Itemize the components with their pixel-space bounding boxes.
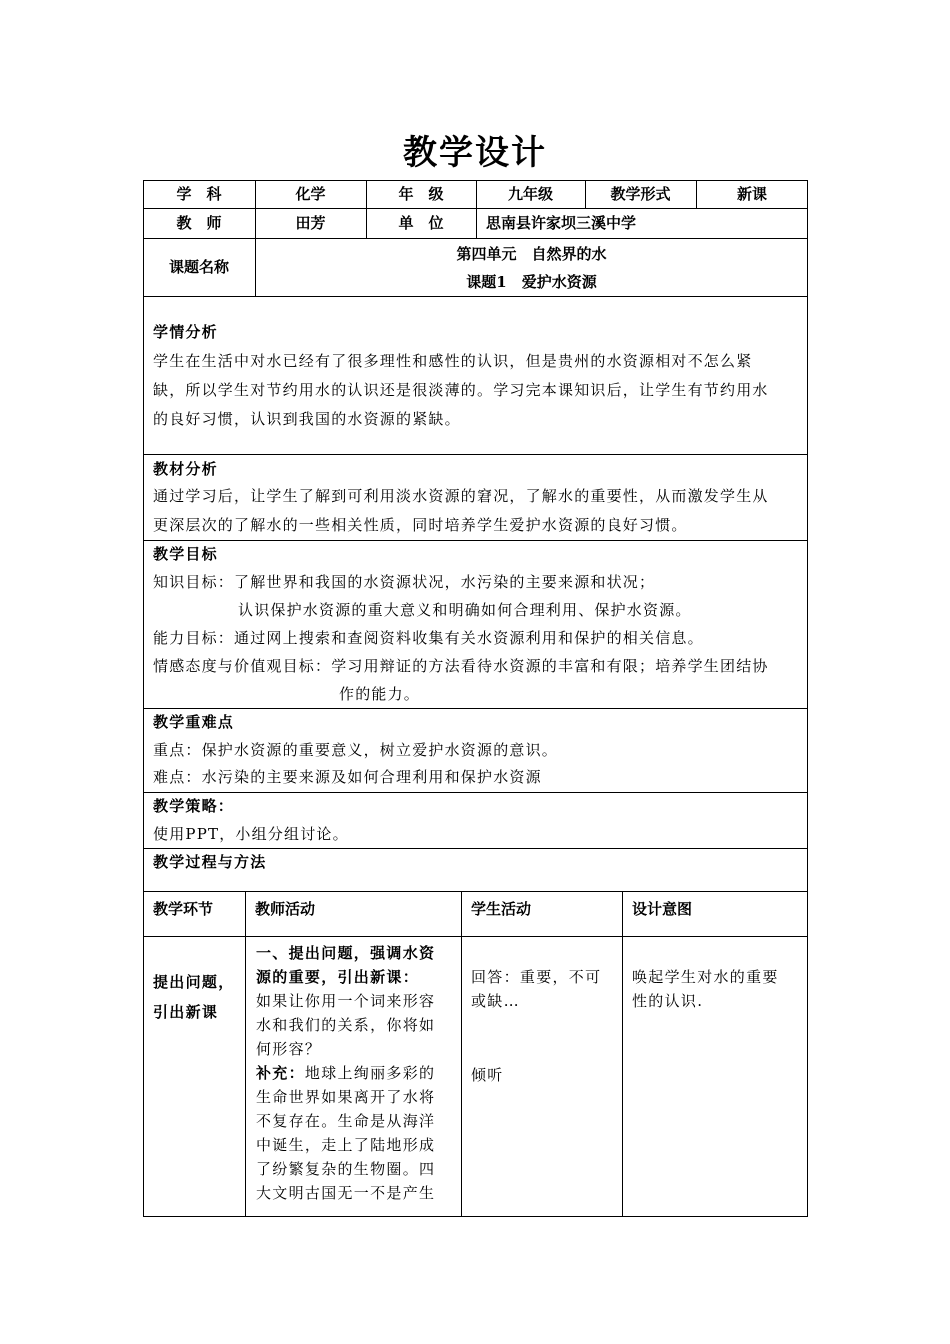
supplement-line: 中诞生，走上了陆地形成 bbox=[256, 1136, 436, 1154]
unit-label: 单 位 bbox=[398, 214, 444, 232]
material-analysis-heading: 教材分析 bbox=[153, 460, 218, 478]
grade-value: 九年级 bbox=[507, 185, 553, 203]
supplement-line: 地球上绚丽多彩的 bbox=[304, 1064, 436, 1082]
design-intent-line: 性的认识. bbox=[632, 992, 704, 1010]
topic-line-1: 第四单元 自然界的水 bbox=[456, 245, 607, 263]
teacher-activity-cell bbox=[256, 941, 435, 1205]
stage-line: 提出问题， bbox=[153, 973, 235, 991]
design-intent-cell bbox=[632, 965, 779, 1013]
goals-heading: 教学目标 bbox=[153, 545, 218, 563]
material-analysis-line: 通过学习后，让学生了解到可利用淡水资源的窘况，了解水的重要性，从而激发学生从 bbox=[153, 487, 769, 505]
strategy-heading: 教学策略： bbox=[153, 797, 235, 815]
student-analysis-line: 缺，所以学生对节约用水的认识还是很淡薄的。学习完本课知识后，让学生有节约用水 bbox=[153, 381, 769, 399]
page-title: 教学设计 bbox=[403, 133, 547, 173]
supplement-line: 大文明古国无一不是产生 bbox=[256, 1184, 436, 1202]
stage-cell bbox=[153, 967, 235, 1027]
material-analysis-line: 更深层次的了解水的一些相关性质，同时培养学生爱护水资源的良好习惯。 bbox=[153, 516, 688, 534]
form-value: 新课 bbox=[736, 185, 767, 203]
key-point-line: 重点：保护水资源的重要意义，树立爱护水资源的意识。 bbox=[153, 741, 559, 759]
col-header-stage: 教学环节 bbox=[153, 900, 214, 918]
subject-label: 学 科 bbox=[176, 185, 222, 203]
supplement-line: 生命世界如果离开了水将 bbox=[256, 1088, 436, 1106]
topic-line-2: 课题1 爱护水资源 bbox=[466, 273, 597, 291]
student-activity-line: 或缺… bbox=[471, 992, 520, 1010]
goals-line: 情感态度与价值观目标：学习用辩证的方法看待水资源的丰富和有限；培养学生团结协 bbox=[153, 657, 769, 675]
supplement-line: 不复存在。生命是从海洋 bbox=[256, 1112, 436, 1130]
col-header-teacher: 教师活动 bbox=[255, 900, 316, 918]
student-analysis-line: 的良好习惯，认识到我国的水资源的紧缺。 bbox=[153, 410, 461, 428]
process-heading: 教学过程与方法 bbox=[153, 853, 267, 871]
goals-line: 认识保护水资源的重大意义和明确如何合理利用、保护水资源。 bbox=[238, 601, 692, 619]
design-intent-line: 唤起学生对水的重要 bbox=[632, 968, 779, 986]
goals-line: 能力目标：通过网上搜索和查阅资料收集有关水资源利用和保护的相关信息。 bbox=[153, 629, 704, 647]
subject-value: 化学 bbox=[295, 185, 326, 203]
teacher-activity-line: 何形容？ bbox=[256, 1040, 322, 1058]
teacher-label: 教 师 bbox=[176, 214, 222, 232]
form-label: 教学形式 bbox=[610, 185, 671, 203]
teacher-activity-line: 水和我们的关系，你将如 bbox=[256, 1016, 436, 1034]
teacher-activity-heading: 源的重要，引出新课： bbox=[256, 968, 420, 986]
student-listen: 倾听 bbox=[471, 1066, 504, 1084]
grade-label: 年 级 bbox=[398, 185, 444, 203]
key-points-heading: 教学重难点 bbox=[153, 713, 235, 731]
student-analysis-heading: 学情分析 bbox=[153, 323, 218, 341]
difficult-point-line: 难点：水污染的主要来源及如何合理利用和保护水资源 bbox=[153, 768, 542, 786]
teacher-value: 田芳 bbox=[295, 214, 326, 232]
stage-line: 引出新课 bbox=[153, 1003, 219, 1021]
lesson-plan-table bbox=[143, 180, 808, 1217]
strategy-line: 使用PPT，小组分组讨论。 bbox=[153, 825, 349, 843]
goals-line: 作的能力。 bbox=[339, 685, 421, 703]
goals-line: 知识目标：了解世界和我国的水资源状况，水污染的主要来源和状况； bbox=[153, 573, 656, 591]
supplement-label: 补充： bbox=[256, 1064, 305, 1082]
student-analysis-line: 学生在生活中对水已经有了很多理性和感性的认识，但是贵州的水资源相对不怎么紧 bbox=[153, 352, 753, 370]
student-activity-line: 回答：重要，不可 bbox=[471, 968, 602, 986]
teacher-activity-line: 如果让你用一个词来形容 bbox=[256, 992, 436, 1010]
supplement-line: 了纷繁复杂的生物圈。四 bbox=[256, 1160, 436, 1178]
topic-label: 课题名称 bbox=[168, 258, 229, 276]
teacher-activity-heading: 一、提出问题，强调水资 bbox=[256, 944, 436, 962]
student-activity-cell bbox=[471, 965, 601, 1013]
col-header-intent: 设计意图 bbox=[632, 900, 693, 918]
col-header-student: 学生活动 bbox=[471, 900, 532, 918]
unit-value: 思南县许家坝三溪中学 bbox=[486, 214, 637, 232]
